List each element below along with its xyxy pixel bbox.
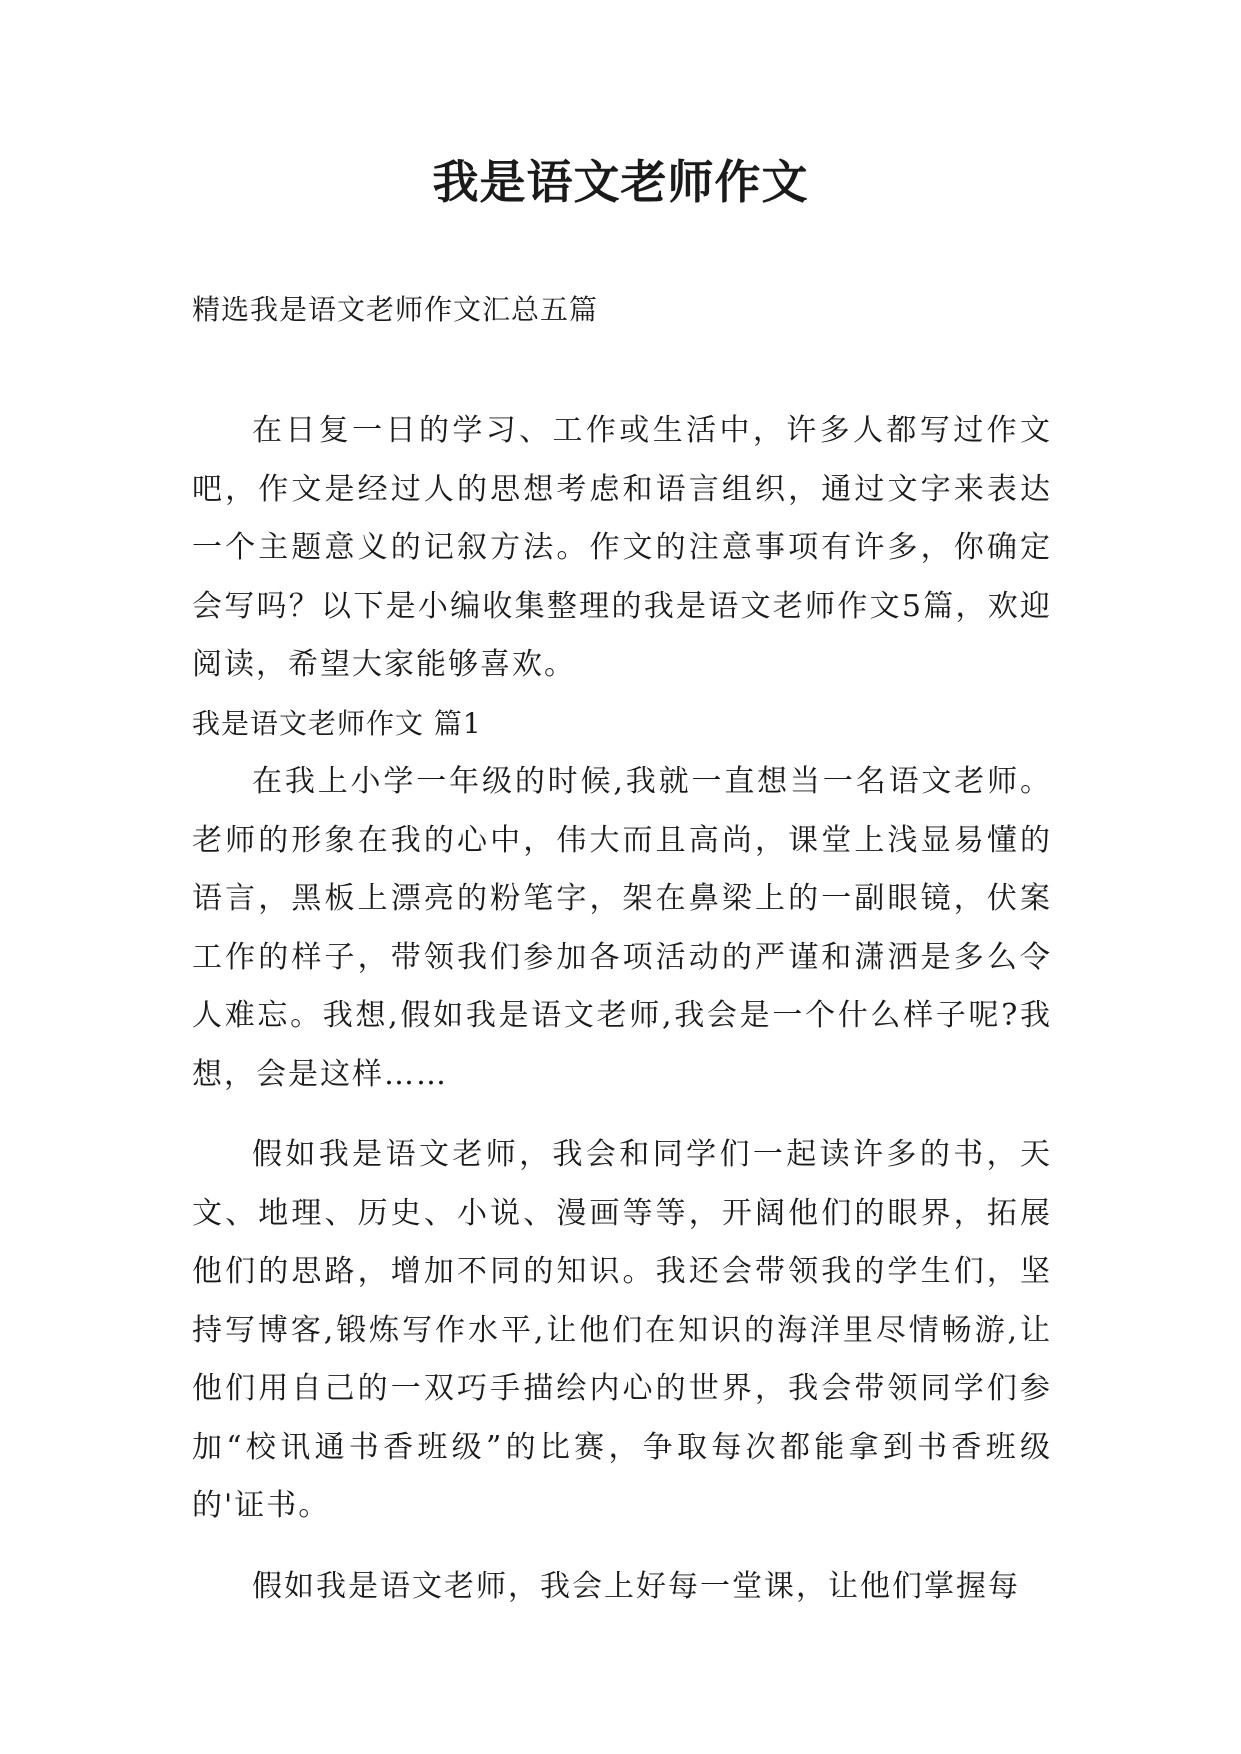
document-title: 我是语文老师作文 bbox=[432, 155, 809, 209]
document-body bbox=[192, 402, 1052, 1616]
document-subtitle: 精选我是语文老师作文汇总五篇 bbox=[192, 293, 599, 326]
intro-paragraph: 在日复一日的学习、工作或生活中，许多人都写过作文吧，作文是经过人的思想考虑和语言组织，通过文字来表达一个主题意义的记叙方法。作文的注意事项有许多，你确定会写吗？以下是小编收集整理的我是语文老师作文5篇，欢迎阅读，希望大家能够喜欢。 bbox=[192, 413, 1052, 682]
body-paragraph-1: 在我上小学一年级的时候,我就一直想当一名语文老师。老师的形象在我的心中，伟大而且高尚，课堂上浅显易懂的语言，黑板上漂亮的粉笔字，架在鼻梁上的一副眼镜，伏案工作的样子，带领我们参加各项活动的严谨和潇洒是多么令人难忘。我想,假如我是语文老师,我会是一个什么样子呢?我想，会是这样…… bbox=[192, 764, 1052, 1092]
body-paragraph-3: 假如我是语文老师，我会上好每一堂课，让他们掌握每 bbox=[252, 1568, 1020, 1604]
body-paragraph-2: 假如我是语文老师，我会和同学们一起读许多的书，天文、地理、历史、小说、漫画等等，开阔他们的眼界，拓展他们的思路，增加不同的知识。我还会带领我的学生们，坚持写博客,锻炼写作水平,让他们在知识的海洋里尽情畅游,让他们用自己的一双巧手描绘内心的世界，我会带领同学们参加“校讯通书香班级”的比赛，争取每次都能拿到书香班级的'证书。 bbox=[192, 1137, 1052, 1523]
section-heading: 我是语文老师作文 篇1 bbox=[192, 706, 482, 740]
